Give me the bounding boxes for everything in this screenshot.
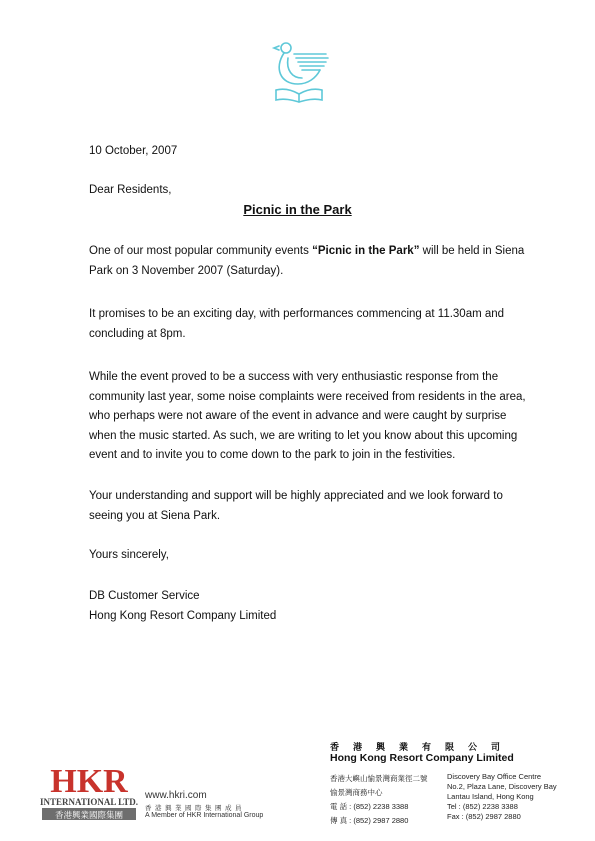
addr-cn-line-2: 愉景灣商務中心 — [330, 788, 383, 797]
company-name-cn: 香港興業有限公司 — [330, 742, 515, 752]
paragraph-1-end: will be held in Siena Park on 3 November 2007 (Saturday). — [89, 245, 525, 277]
letter-title: Picnic in the Park — [243, 202, 352, 217]
company-name-en: Hong Kong Resort Company Limited — [330, 752, 514, 764]
addr-cn-fax: 傳 真 : (852) 2987 2880 — [330, 816, 409, 825]
address-en — [447, 772, 557, 822]
letter-date: 10 October, 2007 — [89, 145, 178, 157]
member-line: A Member of HKR International Group — [145, 812, 264, 819]
salutation: Dear Residents, — [89, 184, 172, 196]
addr-en-line-1: Discovery Bay Office Centre — [447, 772, 542, 781]
addr-cn-line-1: 香港大嶼山愉景灣商業徑二號 — [330, 774, 428, 783]
paragraph-1-start: One of our most popular community events — [89, 245, 313, 257]
addr-en-tel: Tel : (852) 2238 3388 — [447, 802, 518, 811]
signer-line-2: Hong Kong Resort Company Limited — [89, 610, 277, 622]
event-name-bold: “Picnic in the Park” — [312, 245, 420, 257]
bird-logo-icon — [264, 38, 334, 106]
paragraph-3: While the event proved to be a success with very enthusiastic response from the community last year, some noise complaints were received from residents in the area, who perhaps were not aware of the event in advance and were caught by surprise when the music started. As such, we are writing to let you know about this upcoming event and to invite you to come down to the park to join in the festivities. — [89, 371, 526, 461]
paragraph-1 — [89, 242, 529, 281]
addr-en-line-2: No.2, Plaza Lane, Discovery Bay — [447, 782, 557, 791]
address-cn — [330, 772, 428, 828]
cn-member-text: 香港興業國際集團成員 — [145, 805, 245, 812]
signer-line-1: DB Customer Service — [89, 590, 200, 602]
hkr-logo-text: HKR — [50, 763, 128, 800]
addr-en-line-3: Lantau Island, Hong Kong — [447, 792, 534, 801]
website-link[interactable]: www.hkri.com — [145, 790, 207, 801]
paragraph-4: Your understanding and support will be highly appreciated and we look forward to seeing you at Siena Park. — [89, 490, 503, 522]
paragraph-2: It promises to be an exciting day, with performances commencing at 11.30am and concluding at 8pm. — [89, 308, 505, 340]
hkr-logo-cn: 香港興業國際集團 — [54, 811, 124, 821]
hkr-logo-icon — [40, 762, 138, 822]
hkr-logo-sub: INTERNATIONAL LTD. — [40, 797, 138, 807]
closing: Yours sincerely, — [89, 549, 169, 561]
addr-en-fax: Fax : (852) 2987 2880 — [447, 812, 521, 821]
addr-cn-tel: 電 話 : (852) 2238 3388 — [330, 802, 409, 811]
